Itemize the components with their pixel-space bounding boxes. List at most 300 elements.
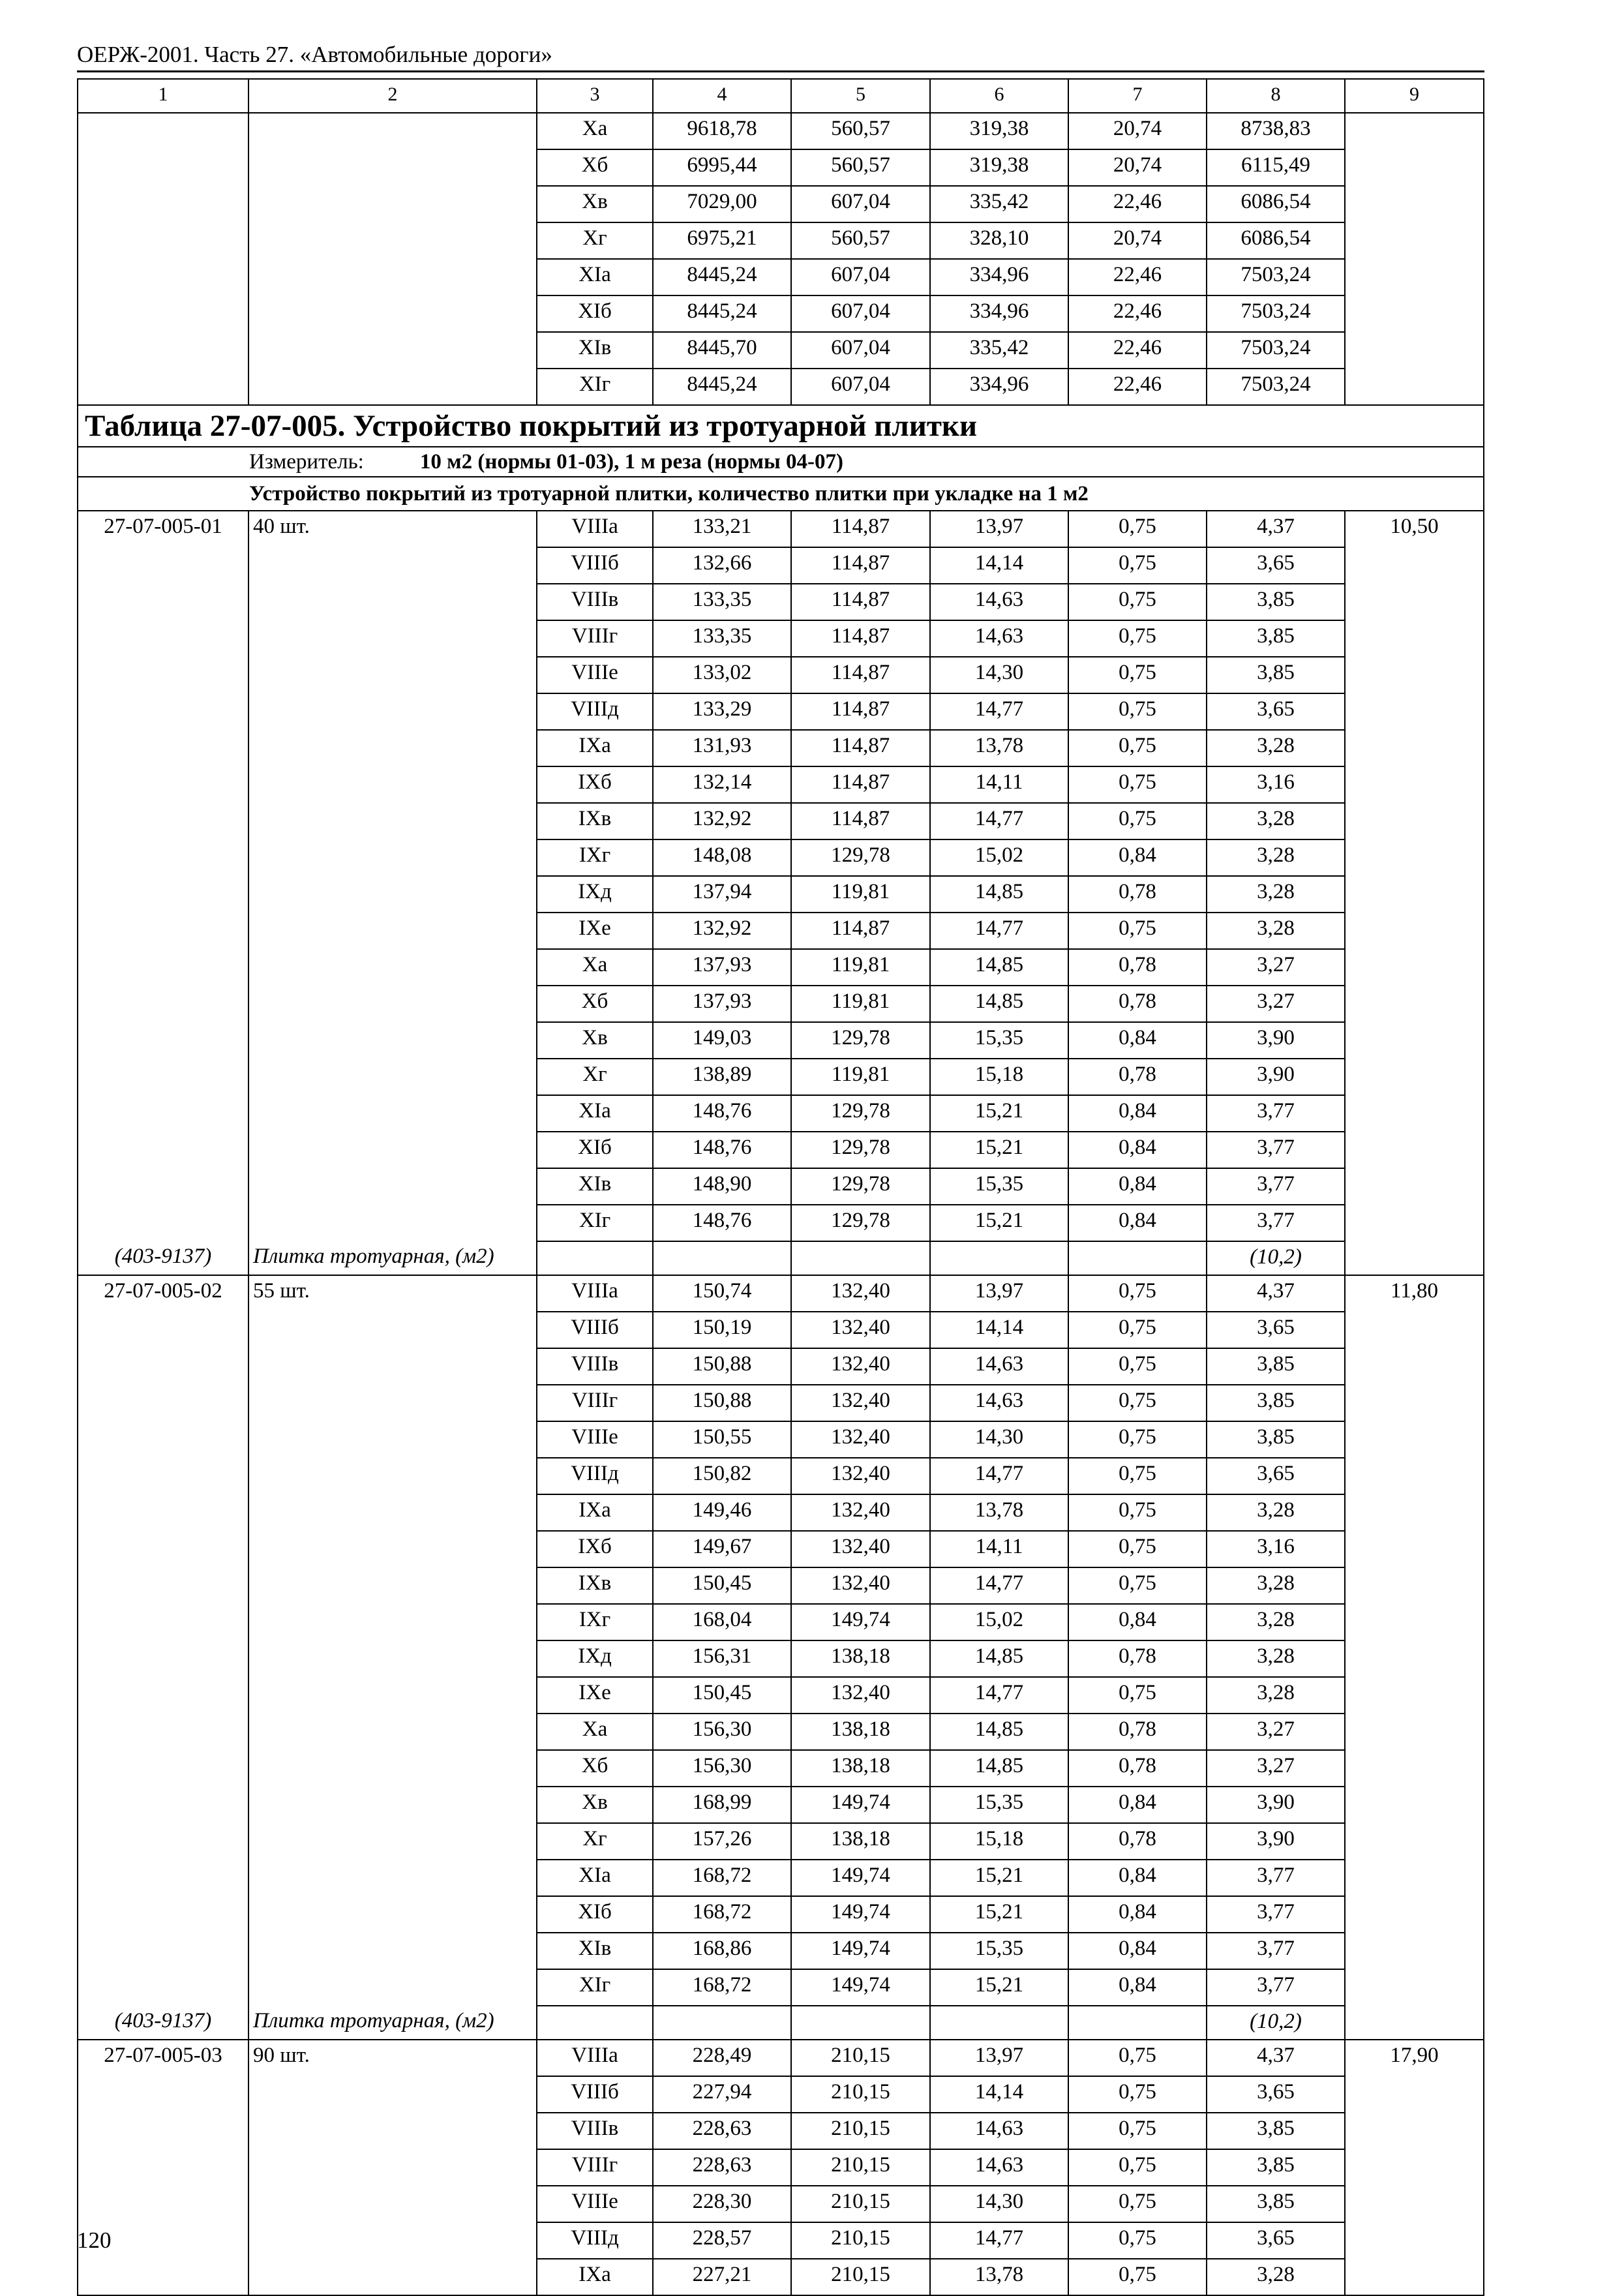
value-cell: 0,75	[1068, 1312, 1207, 1348]
value-cell: 0,75	[1068, 1275, 1207, 1312]
value-cell: 210,15	[791, 2076, 930, 2113]
value-cell: 149,74	[791, 1896, 930, 1933]
value-cell: 133,02	[653, 657, 791, 693]
value-cell: 334,96	[930, 295, 1068, 332]
table-row	[78, 511, 1484, 547]
value-cell: 0,75	[1068, 657, 1207, 693]
norm-total-cell	[1345, 1787, 1484, 1823]
norm-code-cell	[78, 547, 248, 584]
table-row	[78, 1095, 1484, 1132]
table-row	[78, 1640, 1484, 1677]
norm-total-cell	[1345, 2149, 1484, 2186]
norm-total-cell	[1345, 2113, 1484, 2149]
empty-cell	[791, 1241, 930, 1275]
value-cell: 607,04	[791, 186, 930, 222]
value-cell: 0,75	[1068, 1458, 1207, 1494]
value-cell: 129,78	[791, 1095, 930, 1132]
value-cell: 14,85	[930, 1640, 1068, 1677]
zone-cell: VIIIд	[537, 693, 653, 730]
value-cell: 0,75	[1068, 2186, 1207, 2222]
norm-code-cell	[78, 2076, 248, 2113]
norm-qty-cell	[248, 1933, 537, 1969]
value-cell: 3,90	[1207, 1823, 1345, 1860]
value-cell: 14,30	[930, 657, 1068, 693]
value-cell: 0,75	[1068, 803, 1207, 839]
value-cell: 119,81	[791, 876, 930, 913]
table-row	[78, 2259, 1484, 2295]
value-cell: 0,75	[1068, 620, 1207, 657]
zone-cell: XIб	[537, 295, 653, 332]
value-cell: 0,75	[1068, 547, 1207, 584]
value-cell: 22,46	[1068, 332, 1207, 369]
norm-total-cell	[1345, 295, 1484, 332]
value-cell: 3,85	[1207, 2186, 1345, 2222]
value-cell: 132,40	[791, 1312, 930, 1348]
value-cell: 138,18	[791, 1714, 930, 1750]
value-cell: 132,92	[653, 913, 791, 949]
value-cell: 7503,24	[1207, 369, 1345, 405]
norm-code-cell	[78, 620, 248, 657]
norm-qty-cell	[248, 766, 537, 803]
value-cell: 560,57	[791, 149, 930, 186]
material-code: (403-9137)	[78, 1241, 248, 1275]
empty-cell	[653, 1241, 791, 1275]
zone-cell: VIIIе	[537, 657, 653, 693]
norm-code-cell	[78, 369, 248, 405]
norm-code-cell	[78, 1787, 248, 1823]
value-cell: 0,78	[1068, 1750, 1207, 1787]
norm-total-cell	[1345, 766, 1484, 803]
table-row	[78, 1022, 1484, 1059]
value-cell: 3,65	[1207, 2222, 1345, 2259]
value-cell: 0,75	[1068, 730, 1207, 766]
norm-total: 11,80	[1345, 1275, 1484, 1312]
value-cell: 15,21	[930, 1205, 1068, 1241]
value-cell: 14,11	[930, 766, 1068, 803]
table-row	[78, 186, 1484, 222]
value-cell: 334,96	[930, 259, 1068, 295]
value-cell: 132,40	[791, 1567, 930, 1604]
value-cell: 0,84	[1068, 1132, 1207, 1168]
zone-cell: IXб	[537, 1531, 653, 1567]
table-row	[78, 913, 1484, 949]
norm-qty-cell	[248, 1168, 537, 1205]
norm-code-cell	[78, 1567, 248, 1604]
value-cell: 0,78	[1068, 1059, 1207, 1095]
norm-code-cell	[78, 1604, 248, 1640]
value-cell: 3,77	[1207, 1168, 1345, 1205]
value-cell: 0,84	[1068, 839, 1207, 876]
empty-cell	[1068, 2006, 1207, 2040]
table-row	[78, 620, 1484, 657]
value-cell: 156,30	[653, 1750, 791, 1787]
norm-total-cell	[1345, 839, 1484, 876]
value-cell: 8445,24	[653, 295, 791, 332]
value-cell: 3,16	[1207, 766, 1345, 803]
value-cell: 14,63	[930, 2113, 1068, 2149]
zone-cell: VIIIг	[537, 620, 653, 657]
norm-qty-cell	[248, 803, 537, 839]
value-cell: 6086,54	[1207, 186, 1345, 222]
norm-total-cell	[1345, 1205, 1484, 1241]
value-cell: 3,28	[1207, 876, 1345, 913]
norm-total-cell	[1345, 876, 1484, 913]
value-cell: 227,94	[653, 2076, 791, 2113]
norm-code-cell	[78, 986, 248, 1022]
value-cell: 132,40	[791, 1494, 930, 1531]
value-cell: 8445,24	[653, 259, 791, 295]
norm-code-cell	[78, 259, 248, 295]
norm-qty-cell	[248, 2222, 537, 2259]
norm-code-cell	[78, 730, 248, 766]
value-cell: 3,85	[1207, 657, 1345, 693]
value-cell: 3,28	[1207, 1567, 1345, 1604]
measure-label: Измеритель:	[249, 450, 364, 474]
table-row	[78, 1787, 1484, 1823]
norm-total-cell	[1345, 186, 1484, 222]
value-cell: 3,28	[1207, 1604, 1345, 1640]
value-cell: 0,84	[1068, 1604, 1207, 1640]
norm-qty-cell	[248, 1095, 537, 1132]
zone-cell: Xа	[537, 1714, 653, 1750]
value-cell: 132,40	[791, 1421, 930, 1458]
norms-table-body	[78, 79, 1484, 2295]
value-cell: 3,77	[1207, 1132, 1345, 1168]
value-cell: 8445,70	[653, 332, 791, 369]
value-cell: 133,29	[653, 693, 791, 730]
value-cell: 0,75	[1068, 2076, 1207, 2113]
value-cell: 14,85	[930, 1714, 1068, 1750]
norm-total-cell	[1345, 2186, 1484, 2222]
value-cell: 4,37	[1207, 1275, 1345, 1312]
zone-cell: Xв	[537, 1787, 653, 1823]
norm-code-cell	[78, 876, 248, 913]
value-cell: 14,63	[930, 1385, 1068, 1421]
table-row	[78, 1933, 1484, 1969]
norm-total-cell	[1345, 1750, 1484, 1787]
zone-cell: VIIIа	[537, 511, 653, 547]
zone-cell: Xв	[537, 1022, 653, 1059]
value-cell: 8738,83	[1207, 113, 1345, 149]
norm-code: 27-07-005-02	[78, 1275, 248, 1312]
value-cell: 13,97	[930, 2040, 1068, 2076]
value-cell: 14,77	[930, 2222, 1068, 2259]
value-cell: 150,82	[653, 1458, 791, 1494]
value-cell: 150,45	[653, 1677, 791, 1714]
value-cell: 3,77	[1207, 1095, 1345, 1132]
value-cell: 131,93	[653, 730, 791, 766]
column-number: 6	[930, 79, 1068, 113]
norm-qty-cell	[248, 913, 537, 949]
norm-total-cell	[1345, 1421, 1484, 1458]
value-cell: 114,87	[791, 766, 930, 803]
zone-cell: VIIIб	[537, 547, 653, 584]
value-cell: 328,10	[930, 222, 1068, 259]
norm-code-cell	[78, 1385, 248, 1421]
value-cell: 14,14	[930, 2076, 1068, 2113]
norm-qty-cell	[248, 1132, 537, 1168]
norm-total-cell	[1345, 803, 1484, 839]
value-cell: 13,78	[930, 2259, 1068, 2295]
norm-code-cell	[78, 1132, 248, 1168]
value-cell: 7503,24	[1207, 259, 1345, 295]
zone-cell: IXв	[537, 1567, 653, 1604]
value-cell: 0,78	[1068, 876, 1207, 913]
norm-total-cell	[1345, 1969, 1484, 2006]
empty-cell	[537, 2006, 653, 2040]
norm-code-cell	[78, 1933, 248, 1969]
value-cell: 14,77	[930, 1677, 1068, 1714]
norm-qty-cell	[248, 186, 537, 222]
table-row	[78, 1823, 1484, 1860]
value-cell: 168,99	[653, 1787, 791, 1823]
value-cell: 4,37	[1207, 2040, 1345, 2076]
value-cell: 335,42	[930, 186, 1068, 222]
norm-code-cell	[78, 584, 248, 620]
norm-total-cell	[1345, 2259, 1484, 2295]
table-row	[78, 2149, 1484, 2186]
norm-code-cell	[78, 1168, 248, 1205]
zone-cell: XIа	[537, 259, 653, 295]
zone-cell: Xв	[537, 186, 653, 222]
table-row	[78, 693, 1484, 730]
norm-qty-cell	[248, 1205, 537, 1241]
value-cell: 157,26	[653, 1823, 791, 1860]
value-cell: 149,74	[791, 1604, 930, 1640]
value-cell: 7029,00	[653, 186, 791, 222]
material-name: Плитка тротуарная, (м2)	[248, 2006, 537, 2040]
table-row	[78, 803, 1484, 839]
norm-total-cell	[1345, 113, 1484, 149]
norm-total-cell	[1345, 1095, 1484, 1132]
value-cell: 0,75	[1068, 1494, 1207, 1531]
norm-qty-cell	[248, 1750, 537, 1787]
norm-code-cell	[78, 1750, 248, 1787]
value-cell: 114,87	[791, 730, 930, 766]
table-row	[78, 295, 1484, 332]
value-cell: 607,04	[791, 259, 930, 295]
value-cell: 3,90	[1207, 1787, 1345, 1823]
value-cell: 4,37	[1207, 511, 1345, 547]
norm-total-cell	[1345, 369, 1484, 405]
zone-cell: XIв	[537, 332, 653, 369]
value-cell: 15,35	[930, 1787, 1068, 1823]
value-cell: 210,15	[791, 2113, 930, 2149]
norm-code-cell	[78, 1531, 248, 1567]
value-cell: 228,49	[653, 2040, 791, 2076]
value-cell: 133,21	[653, 511, 791, 547]
value-cell: 0,84	[1068, 1860, 1207, 1896]
value-cell: 6086,54	[1207, 222, 1345, 259]
norm-qty-cell	[248, 2076, 537, 2113]
value-cell: 156,31	[653, 1640, 791, 1677]
norm-code-cell	[78, 1896, 248, 1933]
running-header: ОЕРЖ-2001. Часть 27. «Автомобильные дороги»	[77, 42, 552, 67]
table-row	[78, 1860, 1484, 1896]
zone-cell: VIIIв	[537, 2113, 653, 2149]
norm-code-cell	[78, 1458, 248, 1494]
value-cell: 137,93	[653, 986, 791, 1022]
value-cell: 137,93	[653, 949, 791, 986]
value-cell: 7503,24	[1207, 332, 1345, 369]
value-cell: 560,57	[791, 113, 930, 149]
value-cell: 168,04	[653, 1604, 791, 1640]
value-cell: 14,14	[930, 1312, 1068, 1348]
material-name: Плитка тротуарная, (м2)	[248, 1241, 537, 1275]
zone-cell: VIIIд	[537, 2222, 653, 2259]
value-cell: 560,57	[791, 222, 930, 259]
value-cell: 0,84	[1068, 1168, 1207, 1205]
value-cell: 210,15	[791, 2222, 930, 2259]
norm-qty-cell	[248, 1531, 537, 1567]
value-cell: 149,74	[791, 1787, 930, 1823]
table-row	[78, 730, 1484, 766]
value-cell: 14,85	[930, 949, 1068, 986]
norm-qty-cell	[248, 876, 537, 913]
norm-code-cell	[78, 1969, 248, 2006]
norm-total-cell	[1345, 584, 1484, 620]
zone-cell: Xг	[537, 222, 653, 259]
norm-qty-cell	[248, 259, 537, 295]
norm-code-cell	[78, 149, 248, 186]
table-row	[78, 1458, 1484, 1494]
value-cell: 14,85	[930, 986, 1068, 1022]
empty-cell	[791, 2006, 930, 2040]
norm-total-cell	[1345, 1860, 1484, 1896]
table-row	[78, 1567, 1484, 1604]
value-cell: 168,72	[653, 1896, 791, 1933]
norm-code-cell	[78, 2113, 248, 2149]
column-number-row	[78, 79, 1484, 113]
column-number: 5	[791, 79, 930, 113]
norm-total-cell	[1345, 1348, 1484, 1385]
norm-total-cell	[1345, 730, 1484, 766]
table-row	[78, 2222, 1484, 2259]
value-cell: 15,02	[930, 1604, 1068, 1640]
value-cell: 6995,44	[653, 149, 791, 186]
value-cell: 132,40	[791, 1275, 930, 1312]
table-row	[78, 1132, 1484, 1168]
column-number: 1	[78, 79, 248, 113]
norm-total-cell	[1345, 693, 1484, 730]
value-cell: 3,65	[1207, 1312, 1345, 1348]
value-cell: 132,40	[791, 1348, 930, 1385]
value-cell: 15,35	[930, 1933, 1068, 1969]
norm-qty-cell	[248, 1312, 537, 1348]
value-cell: 148,08	[653, 839, 791, 876]
norm-qty-cell	[248, 149, 537, 186]
table-row	[78, 1494, 1484, 1531]
value-cell: 0,78	[1068, 1640, 1207, 1677]
table-row	[78, 657, 1484, 693]
column-number: 8	[1207, 79, 1345, 113]
value-cell: 14,85	[930, 1750, 1068, 1787]
norm-total-cell	[1345, 913, 1484, 949]
zone-cell: XIв	[537, 1168, 653, 1205]
norm-qty-cell	[248, 2259, 537, 2295]
norm-total-cell	[1345, 1168, 1484, 1205]
zone-cell: XIг	[537, 1205, 653, 1241]
norm-qty-cell	[248, 1823, 537, 1860]
table-row	[78, 149, 1484, 186]
zone-cell: VIIIб	[537, 2076, 653, 2113]
norm-qty-cell	[248, 295, 537, 332]
value-cell: 0,75	[1068, 2259, 1207, 2295]
value-cell: 6975,21	[653, 222, 791, 259]
norm-qty-cell	[248, 1385, 537, 1421]
norm-total-cell	[1345, 1494, 1484, 1531]
value-cell: 148,90	[653, 1168, 791, 1205]
norm-total-cell	[1345, 1241, 1484, 1275]
value-cell: 607,04	[791, 295, 930, 332]
material-row	[78, 1241, 1484, 1275]
value-cell: 3,28	[1207, 1494, 1345, 1531]
value-cell: 0,75	[1068, 766, 1207, 803]
value-cell: 168,72	[653, 1860, 791, 1896]
norm-total-cell	[1345, 949, 1484, 986]
value-cell: 3,65	[1207, 1458, 1345, 1494]
norm-qty-cell	[248, 986, 537, 1022]
table-row	[78, 332, 1484, 369]
norm-qty: 40 шт.	[248, 511, 537, 547]
value-cell: 114,87	[791, 913, 930, 949]
zone-cell: VIIIе	[537, 2186, 653, 2222]
table-row	[78, 1059, 1484, 1095]
table-row	[78, 1168, 1484, 1205]
value-cell: 0,84	[1068, 1095, 1207, 1132]
value-cell: 3,28	[1207, 913, 1345, 949]
table-row	[78, 1750, 1484, 1787]
norm-code-cell	[78, 1348, 248, 1385]
table-row	[78, 1604, 1484, 1640]
value-cell: 0,75	[1068, 1385, 1207, 1421]
value-cell: 3,28	[1207, 1640, 1345, 1677]
norm-qty-cell	[248, 222, 537, 259]
norm-qty-cell	[248, 1640, 537, 1677]
norm-total-cell	[1345, 1823, 1484, 1860]
norm-code-cell	[78, 113, 248, 149]
empty-cell	[930, 1241, 1068, 1275]
value-cell: 138,89	[653, 1059, 791, 1095]
norm-total-cell	[1345, 332, 1484, 369]
zone-cell: VIIIв	[537, 584, 653, 620]
zone-cell: Xб	[537, 986, 653, 1022]
zone-cell: VIIIе	[537, 1421, 653, 1458]
zone-cell: IXе	[537, 1677, 653, 1714]
value-cell: 15,21	[930, 1095, 1068, 1132]
norm-qty-cell	[248, 2186, 537, 2222]
norm-code-cell	[78, 332, 248, 369]
value-cell: 227,21	[653, 2259, 791, 2295]
value-cell: 3,65	[1207, 2076, 1345, 2113]
norm-qty-cell	[248, 332, 537, 369]
table-row	[78, 839, 1484, 876]
norm-code-cell	[78, 222, 248, 259]
table-row	[78, 1312, 1484, 1348]
value-cell: 0,75	[1068, 511, 1207, 547]
value-cell: 148,76	[653, 1095, 791, 1132]
value-cell: 0,84	[1068, 1969, 1207, 2006]
norm-qty: 55 шт.	[248, 1275, 537, 1312]
measure-value: 10 м2 (нормы 01-03), 1 м реза (нормы 04-07)	[419, 450, 843, 474]
zone-cell: XIб	[537, 1896, 653, 1933]
norm-qty-cell	[248, 693, 537, 730]
table-row	[78, 584, 1484, 620]
value-cell: 15,35	[930, 1022, 1068, 1059]
zone-cell: VIIIа	[537, 1275, 653, 1312]
norm-total-cell	[1345, 1022, 1484, 1059]
value-cell: 119,81	[791, 986, 930, 1022]
